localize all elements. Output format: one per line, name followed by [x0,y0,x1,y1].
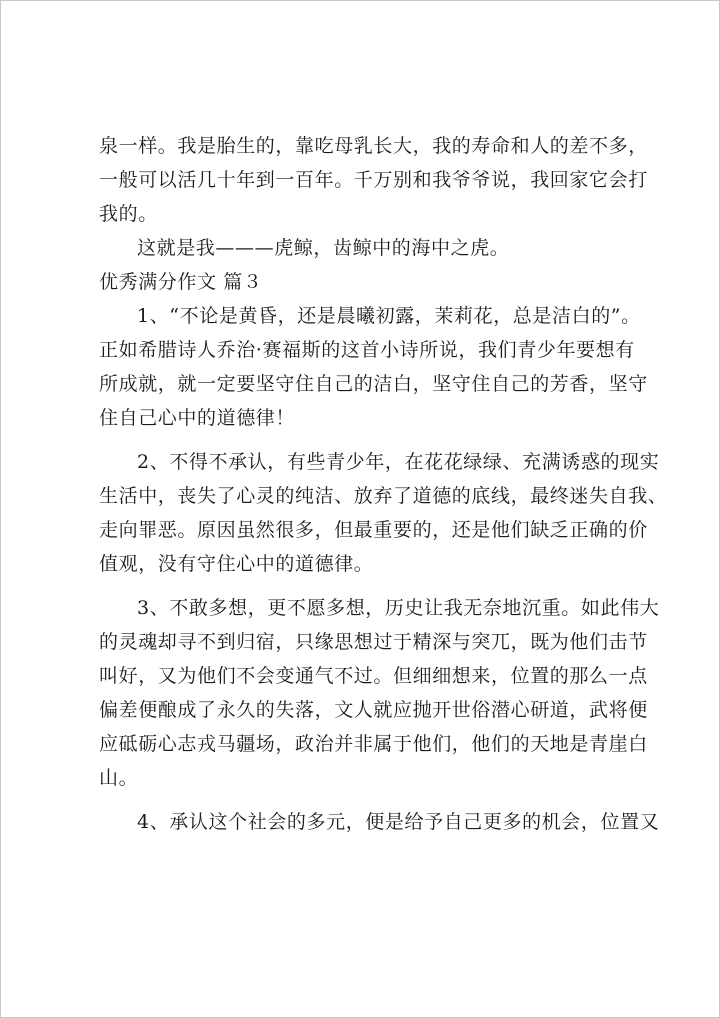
text-line: 1、“不论是黄昏，还是晨曦初露，茉莉花，总是洁白的”。 [137,305,641,327]
document-body [99,129,668,839]
text-line: 一般可以活几十年到一百年。千万别和我爷爷说，我回家它会打 [99,169,648,191]
text-line: 走向罪恶。原因虽然很多，但最重要的，还是他们缺乏正确的价 [99,519,648,541]
text-line: 应砥砺心志戎马疆场，政治并非属于他们，他们的天地是青崖白 [99,733,648,755]
paragraph [99,129,647,231]
text-line: 叫好，又为他们不会变通气不过。但细细想来，位置的那么一点 [99,665,648,687]
text-line: 值观，没有守住心中的道德律。 [99,553,374,575]
text-line: 住自己心中的道德律！ [99,407,296,429]
text-line: 山。 [99,767,139,789]
text-line: 4、承认这个社会的多元，便是给予自己更多的机会，位置又 [137,811,660,833]
text-line: 2、不得不承认，有些青少年，在花花绿绿、充满诱惑的现实 [137,451,660,473]
paragraph [99,445,668,581]
text-line: 的灵魂却寻不到归宿，只缘思想过于精深与突兀，既为他们击节 [99,631,648,653]
text-line: 生活中，丧失了心灵的纯洁、放弃了道德的底线，最终迷失自我、 [99,485,668,507]
text-line: 这就是我———虎鲸，齿鲸中的海中之虎。 [137,237,510,259]
paragraph [99,591,660,795]
text-line: 泉一样。我是胎生的，靠吃母乳长大，我的寿命和人的差不多， [99,135,648,157]
heading-line: 优秀满分作文 篇３ [99,271,263,293]
text-line: 偏差便酿成了永久的失落，文人就应抛开世俗潜心研道，武将便 [99,699,648,721]
text-line: 我的。 [99,203,158,225]
paragraph [99,805,660,839]
text-line: 所成就，就一定要坚守住自己的洁白，坚守住自己的芳香，坚守 [99,373,648,395]
section-heading [99,265,647,299]
paragraph [99,231,647,265]
paragraph [99,299,647,435]
text-line: 3、不敢多想，更不愿多想，历史让我无奈地沉重。如此伟大 [137,597,660,619]
text-line: 正如希腊诗人乔治·赛福斯的这首小诗所说，我们青少年要想有 [99,339,635,361]
